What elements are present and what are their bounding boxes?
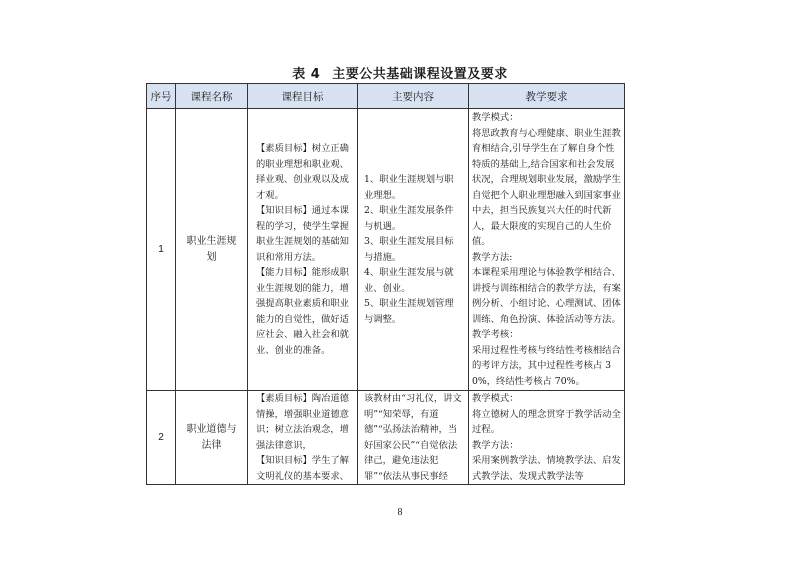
content-item: 5、职业生涯规划管理与调整。 <box>364 298 454 325</box>
course-name: 职业道德与法律 <box>176 391 248 485</box>
req-mode-label: 教学模式： <box>472 393 519 404</box>
header-course-goals: 课程目标 <box>248 84 358 109</box>
goal-quality: 【素质目标】树立正确的职业理想和职业观、择业观、创业观以及成才观。 <box>256 143 349 201</box>
table-caption <box>0 63 800 82</box>
req-mode-text: 将思政教育与心理健康、职业生涯教育相结合,引导学生在了解自身个性特质的基础上,结合国家和社会发展状况，合理规划职业发展，激励学生自觉把个人职业理想融入到国家事业中去，担当民族复兴大任的时代新人，最大限度的实现自己的人生价值。 <box>472 127 621 247</box>
row-index: 1 <box>147 109 176 391</box>
row-index: 2 <box>147 391 176 485</box>
content-item: 1、职业生涯规划与职业理想。 <box>364 174 454 201</box>
teaching-requirements <box>469 391 625 485</box>
content-item: 3、职业生涯发展目标与措施。 <box>364 236 454 263</box>
req-method-text: 本课程采用理论与体验教学相结合、讲授与训练相结合的教学方法，有案例分析、小组讨论、心理测试、团体训练、角色扮演、体验活动等方法。 <box>472 267 621 325</box>
req-assessment-label: 教学考核： <box>472 329 519 340</box>
req-mode-text: 将立德树人的理念贯穿于教学活动全过程。 <box>472 408 621 435</box>
goal-ability: 【能力目标】能形成职业生涯规划的能力，增强提高职业素质和职业能力的自觉性，做好适应社会、融入社会和就业、创业的准备。 <box>256 267 349 356</box>
course-table <box>146 83 625 485</box>
header-main-content: 主要内容 <box>358 84 469 109</box>
req-assessment-text: 采用过程性考核与终结性考核相结合的考评方法，其中过程性考核占 30%，终结性考核占 70%。 <box>472 344 621 387</box>
req-method-label: 教学方法： <box>472 439 519 451</box>
req-method-label: 教学方法: <box>472 251 513 263</box>
goal-quality: 【素质目标】陶冶道德情操，增强职业道德意识；树立法治观念，增强法律意识， <box>256 393 349 451</box>
page-number: 8 <box>397 507 403 518</box>
table-row <box>147 109 625 391</box>
content-item: 2、职业生涯发展条件与机遇。 <box>364 205 454 232</box>
course-goals <box>248 391 358 485</box>
content-item: 4、职业生涯发展与就业、创业。 <box>364 267 454 294</box>
goal-knowledge: 【知识目标】通过本课程的学习，使学生掌握职业生涯规划的基础知识和常用方法。 <box>256 205 349 263</box>
table-caption-title: 主要公共基础课程设置及要求 <box>332 67 508 82</box>
table-row <box>147 391 625 485</box>
course-goals <box>248 109 358 391</box>
course-name: 职业生涯规划 <box>176 109 248 391</box>
req-method-text: 采用案例教学法、情境教学法、启发式教学法、发现式教学法等 <box>472 455 621 482</box>
main-content <box>358 391 469 485</box>
header-teaching-requirements: 教学要求 <box>469 84 625 109</box>
table-header-row <box>147 84 625 109</box>
teaching-requirements <box>469 109 625 391</box>
content-item: 该教材由“习礼仪，讲文明”“知荣辱，有道德”“弘扬法治精神，当好国家公民”“自觉依法律己，避免违法犯罪”“依法从事民事经 <box>364 393 462 482</box>
table-caption-number: 表 4 <box>292 67 321 82</box>
header-index: 序号 <box>147 84 176 109</box>
goal-knowledge: 【知识目标】学生了解文明礼仪的基本要求、 <box>256 455 349 482</box>
req-mode-label: 教学模式： <box>472 112 519 123</box>
main-content <box>358 109 469 391</box>
header-course-name: 课程名称 <box>176 84 248 109</box>
